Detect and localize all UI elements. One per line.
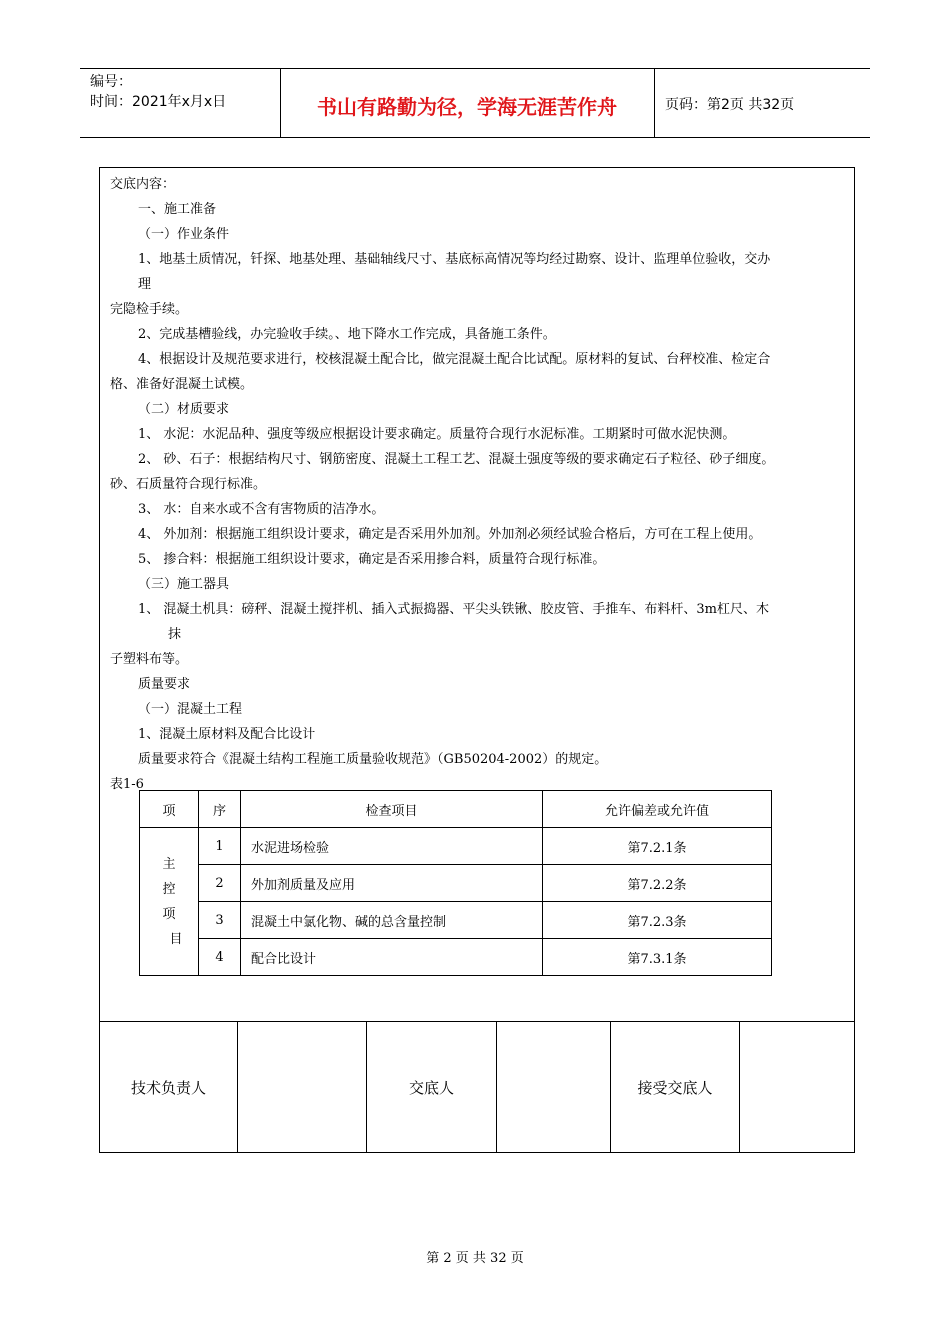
disclosure-content: [110, 172, 846, 797]
receiver-label: 接受交底人: [637, 1079, 713, 1097]
table-row: [140, 828, 772, 865]
row-item: 水泥进场检验: [241, 828, 543, 865]
paragraph: 5、 掺合料：根据施工组织设计要求，确定是否采用掺合料，质量符合现行标准。: [138, 552, 606, 567]
row-number: 1: [199, 828, 241, 865]
disclosure-form: [99, 167, 855, 1153]
row-value: 第7.2.2条: [543, 865, 772, 902]
row-item: 配合比设计: [241, 939, 543, 976]
tech-lead-label: 技术负责人: [130, 1079, 206, 1097]
paragraph: 1、 水泥：水泥品种、强度等级应根据设计要求确定。质量符合现行水泥标准。工期紧时可做水泥快测。: [138, 427, 736, 442]
header-meta: [90, 72, 226, 112]
row-number: 4: [199, 939, 241, 976]
row-number: 3: [199, 902, 241, 939]
paragraph: 1、地基土质情况，钎探、地基处理、基础轴线尺寸、基底标高情况等均经过勘察、设计、监理单位验收，交办: [138, 252, 771, 267]
group-cell: [140, 828, 199, 976]
paragraph: 4、 外加剂：根据施工组织设计要求，确定是否采用外加剂。外加剂必须经试验合格后，方可在工程上使用。: [138, 527, 762, 542]
document-number-label: 编号：: [90, 74, 132, 90]
row-value: 第7.3.1条: [543, 939, 772, 976]
paragraph: 砂、石质量符合现行标准。: [110, 477, 267, 492]
document-time: 时间：2021年x月x日: [90, 94, 227, 110]
row-number: 2: [199, 865, 241, 902]
row-value: 第7.2.3条: [543, 902, 772, 939]
discloser-label: 交底人: [408, 1079, 454, 1097]
table-header-row: [140, 791, 772, 828]
header-cell: 检查项目: [241, 791, 543, 828]
header-page-number: 页码：第2页 共32页: [665, 97, 795, 113]
group-char: 控: [162, 881, 176, 897]
paragraph: 子塑料布等。: [110, 652, 189, 667]
row-item: 混凝土中氯化物、碱的总含量控制: [241, 902, 543, 939]
row-item: 外加剂质量及应用: [241, 865, 543, 902]
section-heading: 一、施工准备: [138, 202, 217, 217]
receiver-signature-field[interactable]: [740, 1022, 854, 1153]
table-caption: 表1-6: [110, 777, 144, 792]
quality-table: [139, 790, 772, 976]
paragraph: 2、 砂、石子：根据结构尺寸、钢筋密度、混凝土工程工艺、混凝土强度等级的要求确定石子粒径、砂子细度。: [138, 452, 775, 467]
subsection-heading: （三）施工器具: [138, 577, 230, 592]
paragraph: 4、根据设计及规范要求进行，校核混凝土配合比，做完混凝土配合比试配。原材料的复试、台秤校准、检定合: [138, 352, 771, 367]
paragraph: 理: [138, 277, 152, 292]
header-cell: 项: [140, 791, 199, 828]
paragraph: 质量要求符合《混凝土结构工程施工质量验收规范》（GB50204-2002）的规定。: [138, 752, 608, 767]
section-heading: 质量要求: [138, 677, 191, 692]
page-header: [80, 68, 870, 138]
paragraph: 抹: [168, 627, 182, 642]
paragraph: 1、混凝土原材料及配合比设计: [138, 727, 316, 742]
table-row: [140, 939, 772, 976]
header-motto: 书山有路勤为径，学海无涯苦作舟: [317, 95, 617, 119]
paragraph: 3、 水：自来水或不含有害物质的洁净水。: [138, 502, 385, 517]
header-cell: 序: [199, 791, 241, 828]
table-row: [140, 865, 772, 902]
content-intro: 交底内容：: [110, 177, 176, 192]
paragraph: 格、准备好混凝土试模。: [110, 377, 254, 392]
signature-row: [100, 1021, 854, 1153]
paragraph: 完隐检手续。: [110, 302, 189, 317]
page-footer: 第 2 页 共 32 页: [426, 1251, 524, 1266]
group-char: 主: [162, 856, 176, 872]
row-value: 第7.2.1条: [543, 828, 772, 865]
paragraph: 1、 混凝土机具：磅秤、混凝土搅拌机、插入式振捣器、平尖头铁锹、胶皮管、手推车、布料杆、3m杠尺、木: [138, 602, 770, 617]
subsection-heading: （一）混凝土工程: [138, 702, 243, 717]
paragraph: 2、完成基槽验线，办完验收手续。、地下降水工作完成，具备施工条件。: [138, 327, 556, 342]
header-cell: 允许偏差或允许值: [543, 791, 772, 828]
group-char: 目: [169, 931, 183, 947]
tech-lead-signature-field[interactable]: [238, 1022, 366, 1153]
subsection-heading: （一）作业条件: [138, 227, 230, 242]
discloser-signature-field[interactable]: [497, 1022, 610, 1153]
table-row: [140, 902, 772, 939]
group-char: 项: [162, 906, 176, 922]
subsection-heading: （二）材质要求: [138, 402, 230, 417]
